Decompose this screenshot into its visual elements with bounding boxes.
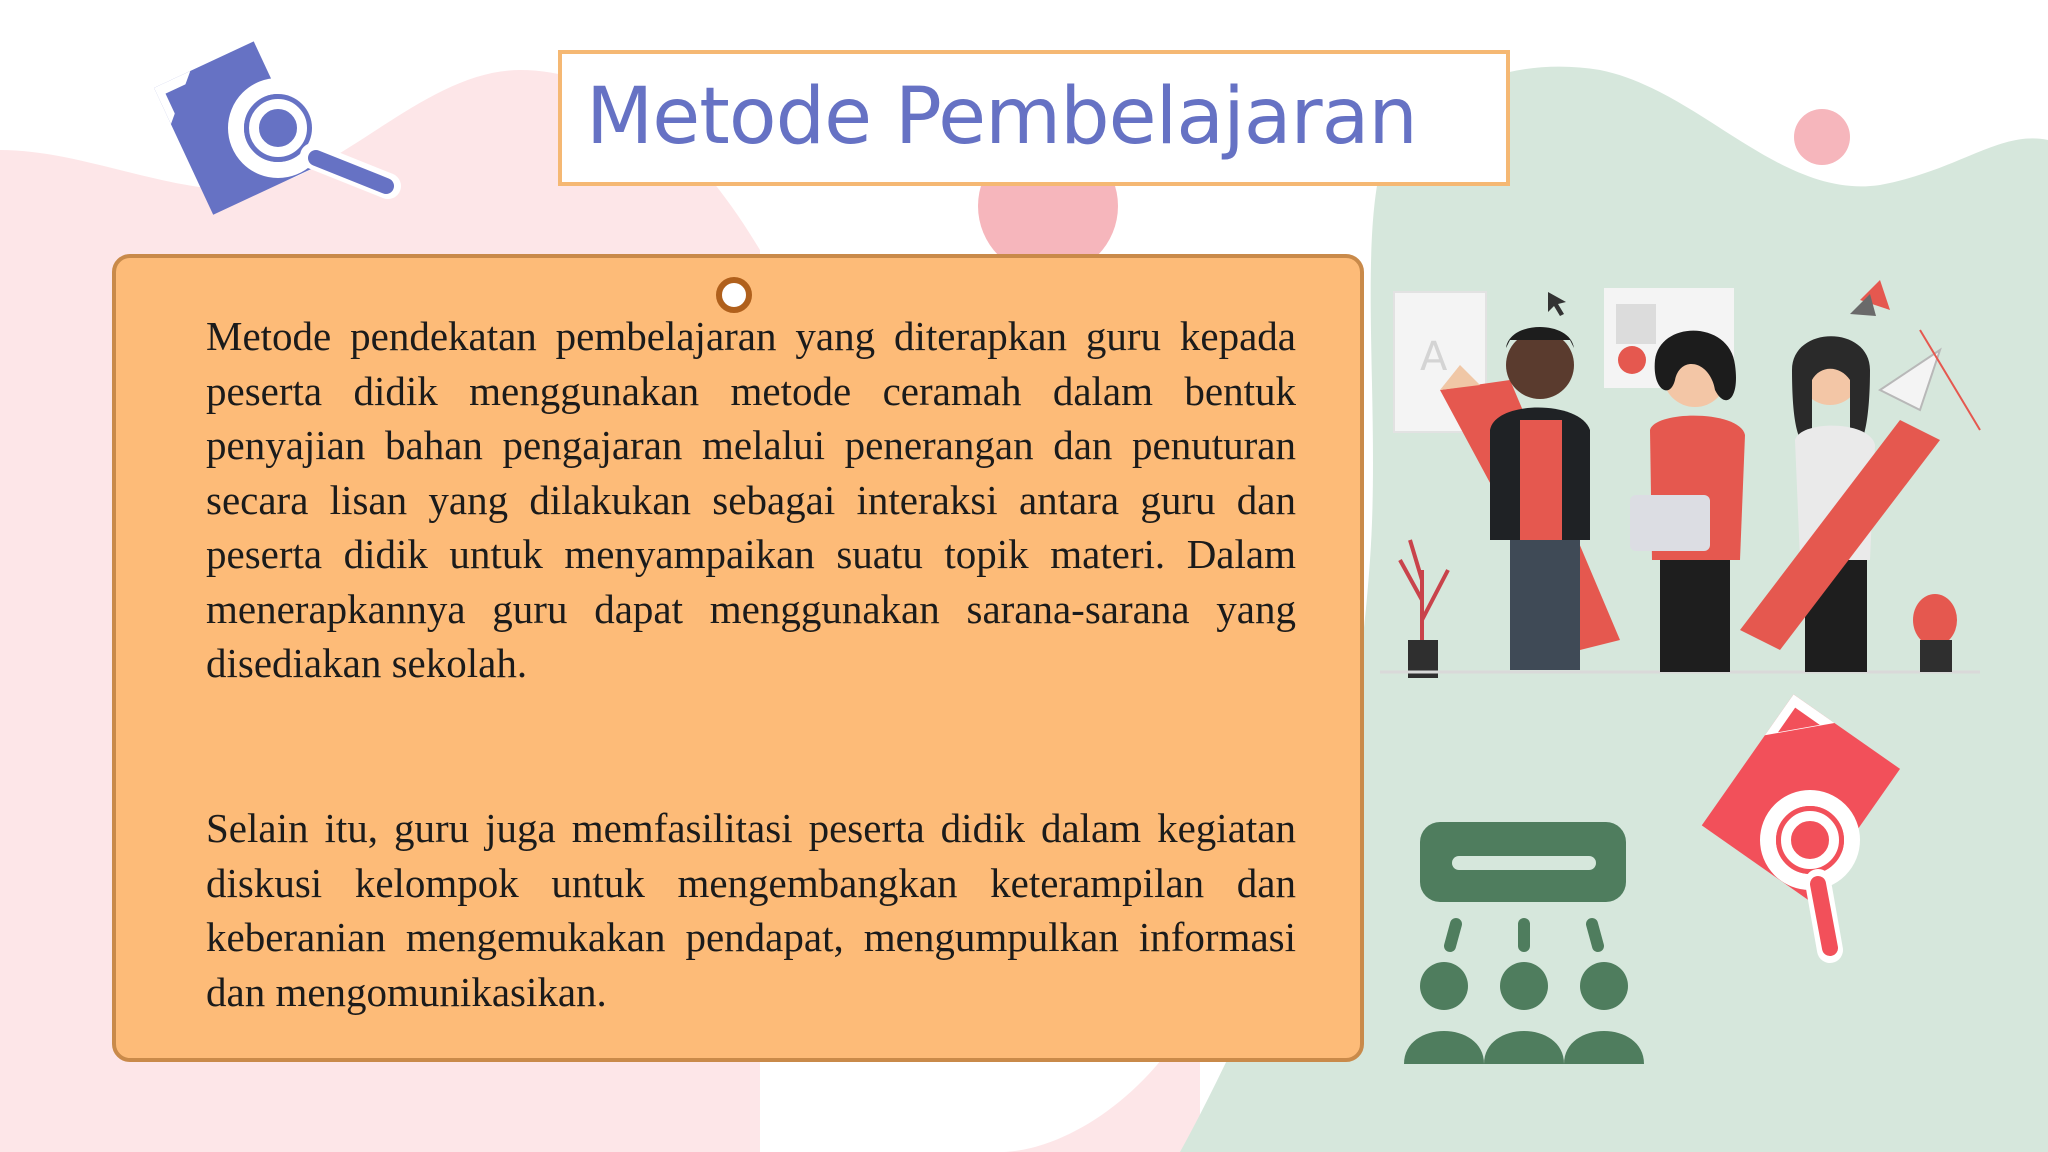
page-title: Metode Pembelajaran: [586, 72, 1417, 162]
document-search-icon: [138, 16, 418, 236]
paragraph-1: Metode pendekatan pembelajaran yang diterapkan guru kepada peserta didik menggunakan metode ceramah dalam bentuk penyajian bahan pengajaran melalui penerangan dan penuturan secara lisan yang dilakukan sebagai interaksi antara guru dan peserta didik untuk menyampaikan suatu topik materi. Dalam menerapkannya guru dapat menggunakan sarana-sarana yang disediakan sekolah.: [206, 313, 1296, 686]
paragraph-2: Selain itu, guru juga memfasilitasi peserta didik dalam kegiatan diskusi kelompok untuk mengembangkan keterampilan dan keberanian mengemukakan pendapat, mengumpulkan informasi dan mengomunikasikan.: [206, 805, 1296, 1015]
title-box: [558, 50, 1510, 186]
pin-icon: [716, 277, 752, 313]
document-search-icon: [1690, 690, 1920, 970]
svg-text:A: A: [1420, 334, 1448, 380]
presentation-group-icon: [1394, 820, 1654, 1070]
team-creative-illustration: [1380, 270, 2000, 680]
